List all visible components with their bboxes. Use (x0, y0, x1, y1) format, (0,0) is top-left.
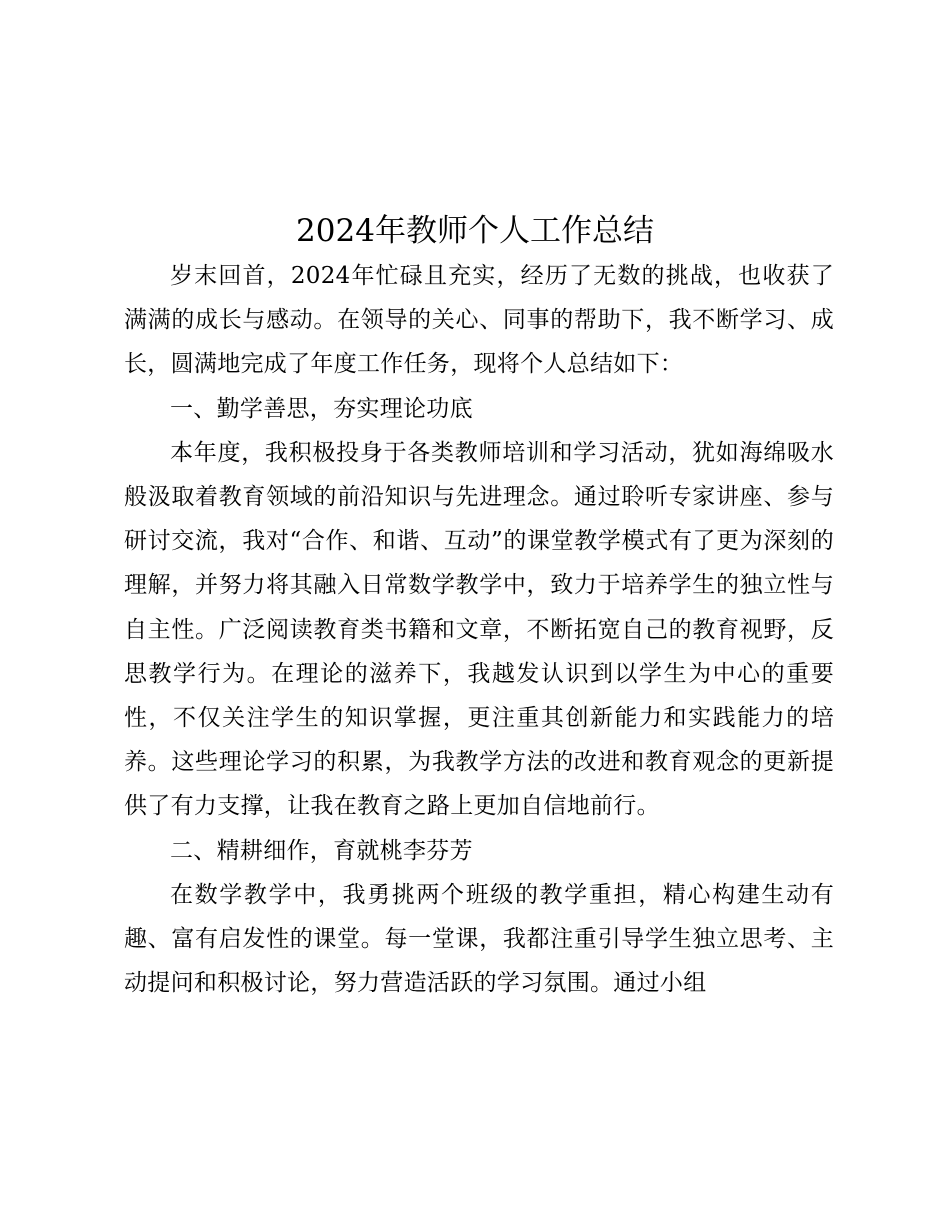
document-body (124, 254, 834, 1005)
section-heading-2: 二、精耕细作，育就桃李芬芳 (170, 837, 473, 864)
intro-paragraph: 岁末回首，2024年忙碌且充实，经历了无数的挑战，也收获了满满的成长与感动。在领导的关心、同事的帮助下，我不断学习、成长，圆满地完成了年度工作任务，现将个人总结如下： (124, 263, 834, 378)
section-2-paragraph: 在数学教学中，我勇挑两个班级的教学重担，精心构建生动有趣、富有启发性的课堂。每一堂课，我都注重引导学生独立思考、主动提问和积极讨论，努力营造活跃的学习氛围。通过小组 (124, 881, 834, 997)
document-title: 2024年教师个人工作总结 (296, 213, 654, 249)
section-1-paragraph: 本年度，我积极投身于各类教师培训和学习活动，犹如海绵吸水般汲取着教育领域的前沿知识与先进理念。通过聆听专家讲座、参与研讨交流，我对“合作、和谐、互动”的课堂教学模式有了更为深刻的理解，并努力将其融入日常数学教学中，致力于培养学生的独立性与自主性。广泛阅读教育类书籍和文章，不断拓宽自己的教育视野，反思教学行为。在理论的滋养下，我越发认识到以学生为中心的重要性，不仅关注学生的知识掌握，更注重其创新能力和实践能力的培养。这些理论学习的积累，为我教学方法的改进和教育观念的更新提供了有力支撑，让我在教育之路上更加自信地前行。 (124, 439, 834, 820)
section-heading-1: 一、勤学善思，夯实理论功底 (170, 395, 473, 422)
